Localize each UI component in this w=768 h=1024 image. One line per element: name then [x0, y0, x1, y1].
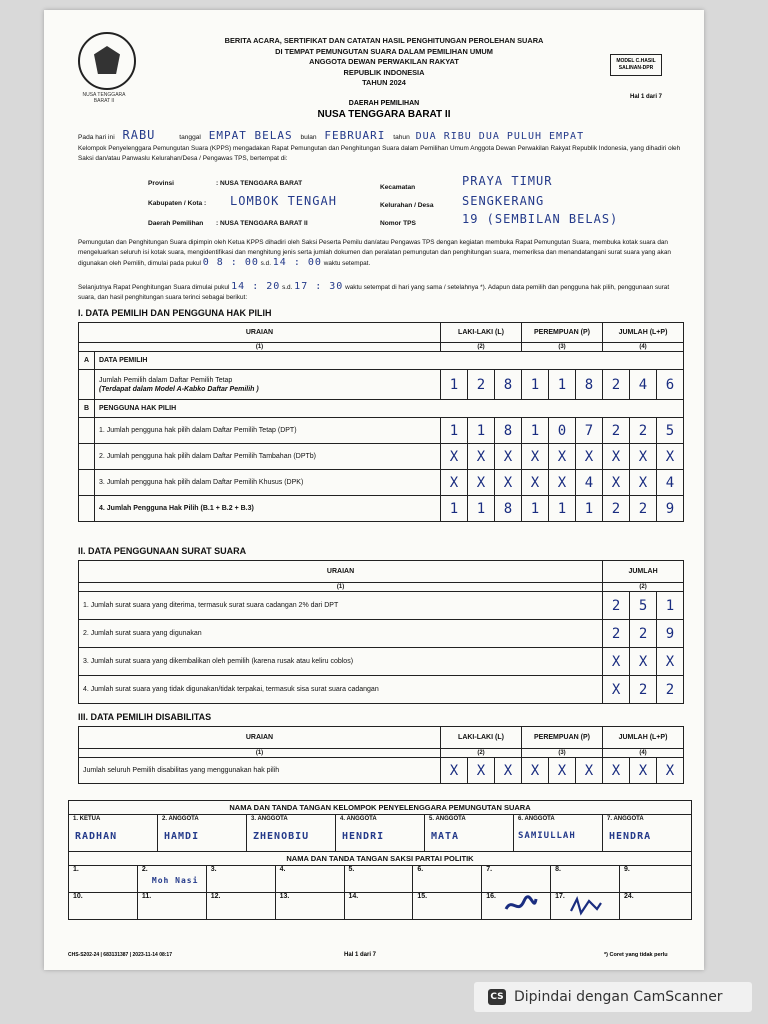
- saksi-cell: 7.: [482, 866, 551, 893]
- saksi-number: 2.: [141, 866, 148, 873]
- region-value: NUSA TENGGARA BARAT II: [317, 109, 451, 120]
- value-cell: X: [549, 758, 576, 784]
- value-cell: X: [630, 470, 657, 496]
- saksi-cell: 15.: [413, 893, 482, 920]
- value-cell: X: [441, 470, 468, 496]
- badge-line: MODEL C.HASIL: [616, 58, 656, 64]
- value-cell: X: [603, 444, 630, 470]
- value-cell: 1: [441, 496, 468, 522]
- value-cell: 8: [495, 370, 522, 400]
- value-cell: X: [603, 470, 630, 496]
- value-cell: X: [522, 470, 549, 496]
- saksi-cell: [482, 893, 551, 920]
- header-line: DI TEMPAT PEMUNGUTAN SUARA DALAM PEMILIHAN UMUM: [275, 46, 493, 56]
- spacer-cell: [79, 418, 95, 444]
- value-cell: 6: [657, 370, 684, 400]
- kpps-cell: [425, 815, 514, 851]
- saksi-cell: [551, 893, 620, 920]
- footer-page: Hal 1 dari 7: [344, 952, 377, 958]
- col-header: PEREMPUAN (P): [522, 727, 603, 749]
- spacer-cell: [79, 496, 95, 522]
- kpps-cell: [514, 815, 603, 851]
- procedure-text: [78, 238, 688, 269]
- col-header: LAKI-LAKI (L): [441, 323, 522, 343]
- value-cell: 2: [630, 496, 657, 522]
- saksi-cell: 1.: [69, 866, 138, 893]
- col-number: (2): [441, 343, 522, 352]
- col-number: (2): [441, 749, 522, 758]
- saksi-cell: 14.: [344, 893, 413, 920]
- value-cell: X: [441, 444, 468, 470]
- spacer-cell: [79, 444, 95, 470]
- document-header: [154, 36, 614, 89]
- value-cell: X: [576, 758, 603, 784]
- col-number: (1): [79, 343, 441, 352]
- row-label-line: Jumlah Pemilih dalam Daftar Pemilih Tetap: [99, 376, 233, 384]
- col-header: URAIAN: [79, 561, 603, 583]
- kpps-cell: [158, 815, 247, 851]
- value-cell: 4: [576, 470, 603, 496]
- row-label: [95, 370, 441, 400]
- col-header: URAIAN: [79, 323, 441, 343]
- value-cell: X: [657, 758, 684, 784]
- col-number: (4): [603, 749, 684, 758]
- kpps-role: 5. ANGGOTA: [429, 816, 466, 822]
- value-cell: X: [603, 676, 630, 704]
- region-label: DAERAH PEMILIHAN: [348, 100, 420, 107]
- value-cell: 1: [441, 418, 468, 444]
- value-cell: X: [630, 444, 657, 470]
- row-label: 1. Jumlah pengguna hak pilih dalam Daftar Pemilih Tetap (DPT): [95, 418, 441, 444]
- row-label: 3. Jumlah surat suara yang dikembalikan oleh pemilih (karena rusak atau keliru coblos): [79, 648, 603, 676]
- value-cell: X: [630, 758, 657, 784]
- value-cell: 2: [603, 418, 630, 444]
- kpps-cell: [69, 815, 158, 851]
- waktu-label: waktu setempat.: [323, 260, 371, 267]
- date-label: tahun: [393, 134, 410, 141]
- saksi-cell: 10.: [69, 893, 138, 920]
- value-cell: 1: [522, 370, 549, 400]
- signature-scribble-icon: [504, 895, 538, 917]
- col-header: JUMLAH (L+P): [603, 323, 684, 343]
- kabupaten-label: Kabupaten / Kota :: [148, 200, 207, 207]
- value-cell: X: [495, 758, 522, 784]
- value-cell: 1: [441, 370, 468, 400]
- section3-table: [78, 726, 684, 784]
- kpps-role: 7. ANGGOTA: [607, 816, 644, 822]
- date-label: Pada hari ini: [78, 134, 115, 141]
- kpps-name: MATA: [431, 831, 460, 842]
- spacer-cell: [79, 370, 95, 400]
- value-cell: 2: [603, 370, 630, 400]
- provinsi-label: Provinsi: [148, 180, 175, 187]
- kpps-name: ZHENOBIU: [253, 831, 310, 842]
- spacer-cell: [79, 470, 95, 496]
- row-label-line: (Terdapat dalam Model A-Kabko Daftar Pemilih ): [99, 385, 259, 393]
- kpps-name: HENDRA: [609, 831, 652, 842]
- signature-scribble-icon: [569, 895, 603, 917]
- saksi-name: Moh Nasi: [151, 876, 199, 885]
- value-cell: X: [603, 758, 630, 784]
- kpps-role: 1. KETUA: [73, 816, 101, 822]
- value-cell: X: [549, 444, 576, 470]
- saksi-cell: 9.: [620, 866, 692, 893]
- row-label: 4. Jumlah surat suara yang tidak digunakan/tidak terpakai, termasuk sisa surat suara cadangan: [79, 676, 603, 704]
- value-cell: X: [603, 648, 630, 676]
- col-number: (3): [522, 343, 603, 352]
- count-para: Selanjutnya Rapat Penghitungan Suara dimulai pukul: [78, 284, 230, 291]
- value-cell: 5: [657, 418, 684, 444]
- col-number: (1): [79, 749, 441, 758]
- header-line: BERITA ACARA, SERTIFIKAT DAN CATATAN HASIL PENGHITUNGAN PEROLEHAN SUARA: [224, 36, 544, 45]
- row-label: 2. Jumlah surat suara yang digunakan: [79, 620, 603, 648]
- value-cell: 2: [603, 496, 630, 522]
- col-header: LAKI-LAKI (L): [441, 727, 522, 749]
- value-cell: 4: [630, 370, 657, 400]
- saksi-cell: [137, 866, 206, 893]
- tps-label: Nomor TPS: [380, 220, 416, 227]
- kpps-name: HAMDI: [164, 831, 200, 842]
- month-value: FEBRUARI: [324, 129, 386, 142]
- value-cell: 2: [603, 620, 630, 648]
- col-number: (4): [603, 343, 684, 352]
- value-cell: X: [549, 470, 576, 496]
- saksi-cell: 3.: [206, 866, 275, 893]
- col-header: JUMLAH: [603, 561, 684, 583]
- value-cell: X: [495, 444, 522, 470]
- header-line: ANGGOTA DEWAN PERWAKILAN RAKYAT: [309, 57, 459, 66]
- saksi-number: 17.: [555, 893, 565, 900]
- kpps-role: 3. ANGGOTA: [251, 816, 288, 822]
- kpps-cell: [603, 815, 691, 851]
- model-badge: [610, 54, 662, 76]
- kpps-role: 4. ANGGOTA: [340, 816, 377, 822]
- value-cell: 0: [549, 418, 576, 444]
- kpps-role: 6. ANGGOTA: [518, 816, 555, 822]
- value-cell: 1: [657, 592, 684, 620]
- section2-title: II. DATA PENGGUNAAN SURAT SUARA: [78, 546, 247, 556]
- col-number: (3): [522, 749, 603, 758]
- value-cell: X: [468, 444, 495, 470]
- value-cell: X: [657, 648, 684, 676]
- saksi-number: 16.: [486, 893, 496, 900]
- camscanner-icon: CS: [488, 989, 506, 1005]
- row-label: Jumlah seluruh Pemilih disabilitas yang menggunakan hak pilih: [79, 758, 441, 784]
- kpps-name: RADHAN: [75, 831, 118, 842]
- value-cell: X: [522, 758, 549, 784]
- section2-table: [78, 560, 684, 704]
- value-cell: 4: [657, 470, 684, 496]
- value-cell: 1: [522, 418, 549, 444]
- saksi-cell: 24.: [620, 893, 692, 920]
- kelurahan-value: SENGKERANG: [462, 194, 545, 208]
- camscanner-watermark: [474, 982, 752, 1012]
- dapil-label: Daerah Pemilihan: [148, 220, 204, 227]
- provinsi-value: : NUSA TENGGARA BARAT: [216, 180, 303, 187]
- row-label: 1. Jumlah surat suara yang diterima, termasuk surat suara cadangan 2% dari DPT: [79, 592, 603, 620]
- kelurahan-label: Kelurahan / Desa: [380, 202, 434, 209]
- value-cell: 2: [468, 370, 495, 400]
- header-line: TAHUN 2024: [362, 78, 406, 87]
- count-text: [78, 282, 688, 303]
- date-line: [78, 128, 584, 142]
- value-cell: X: [657, 444, 684, 470]
- section1-title: I. DATA PEMILIH DAN PENGGUNA HAK PILIH: [78, 308, 272, 318]
- value-cell: 2: [630, 620, 657, 648]
- value-cell: X: [522, 444, 549, 470]
- value-cell: X: [441, 758, 468, 784]
- kpps-role: 2. ANGGOTA: [162, 816, 199, 822]
- row-label: 3. Jumlah pengguna hak pilih dalam Daftar Pemilih Khusus (DPK): [95, 470, 441, 496]
- value-cell: 5: [630, 592, 657, 620]
- value-cell: 8: [495, 496, 522, 522]
- section-a-title: DATA PEMILIH: [95, 352, 684, 370]
- row-label: 4. Jumlah Pengguna Hak Pilih (B.1 + B.2 + B.3): [95, 496, 441, 522]
- section-b-label: B: [79, 400, 95, 418]
- section-a-label: A: [79, 352, 95, 370]
- value-cell: 9: [657, 620, 684, 648]
- value-cell: 1: [468, 418, 495, 444]
- signature-table: [68, 800, 692, 920]
- value-cell: 1: [576, 496, 603, 522]
- col-number: (2): [603, 583, 684, 592]
- value-cell: X: [630, 648, 657, 676]
- kpps-cell: [336, 815, 425, 851]
- section3-title: III. DATA PEMILIH DISABILITAS: [78, 712, 212, 722]
- saksi-cell: 6.: [413, 866, 482, 893]
- value-cell: 1: [549, 496, 576, 522]
- date-label: bulan: [300, 134, 317, 141]
- col-number: (1): [79, 583, 603, 592]
- kecamatan-label: Kecamatan: [380, 184, 416, 191]
- start-time: 0 8 : 00: [202, 257, 259, 268]
- form-page: [44, 10, 704, 970]
- kpps-cell: [247, 815, 336, 851]
- logo-caption: NUSA TENGGARA BARAT II: [82, 92, 126, 104]
- sd-label: s.d.: [260, 260, 271, 267]
- procedure-para: Pemungutan dan Penghitungan Suara dipimpin oleh Ketua KPPS dihadiri oleh Saksi Peserta Pemilu dan/atau Pengawas TPS dengan kegiatan membuka Rapat Pemungutan Suara, membuka kotak suara dan mengeluarkan seluruh isi kotak suara, mengidentifikasi dan menghitung jenis serta jumlah dokumen dan peralatan pemungutan dan penghitungan suara, memeriksa dan menandatangani surat suara yang akan digunakan oleh Pemilih, dimulai pada pukul: [78, 239, 671, 267]
- dapil-value: : NUSA TENGGARA BARAT II: [216, 220, 308, 227]
- header-line: REPUBLIK INDONESIA: [343, 67, 425, 77]
- value-cell: 7: [576, 418, 603, 444]
- section-b-title: PENGGUNA HAK PILIH: [95, 400, 684, 418]
- value-cell: 2: [630, 418, 657, 444]
- kpu-logo: [78, 32, 136, 90]
- end-time: 14 : 00: [272, 257, 322, 268]
- value-cell: 1: [522, 496, 549, 522]
- year-value: DUA RIBU DUA PULUH EMPAT: [415, 131, 585, 142]
- value-cell: 8: [576, 370, 603, 400]
- col-header: JUMLAH (L+P): [603, 727, 684, 749]
- kpps-name: HENDRI: [342, 831, 385, 842]
- saksi-cell: 11.: [137, 893, 206, 920]
- kecamatan-value: PRAYA TIMUR: [462, 174, 553, 188]
- value-cell: 2: [657, 676, 684, 704]
- saksi-cell: 5.: [344, 866, 413, 893]
- value-cell: 2: [603, 592, 630, 620]
- saksi-cell: 4.: [275, 866, 344, 893]
- kpps-name: SAMIULLAH: [518, 831, 576, 841]
- footer-note: *) Coret yang tidak perlu: [604, 952, 668, 958]
- count-start: 14 : 20: [231, 281, 281, 292]
- value-cell: 8: [495, 418, 522, 444]
- value-cell: X: [468, 758, 495, 784]
- section1-table: [78, 322, 684, 522]
- col-header: PEREMPUAN (P): [522, 323, 603, 343]
- footer-code: CHS-S202-24 | 683131387 | 2023-11-14 08:17: [68, 952, 172, 958]
- page-indicator: Hal 1 dari 7: [630, 94, 663, 100]
- tps-value: 19 (SEMBILAN BELAS): [462, 212, 619, 226]
- kabupaten-value: LOMBOK TENGAH: [230, 194, 337, 208]
- intro-text: Kelompok Penyelenggara Pemungutan Suara (KPPS) mengadakan Rapat Pemungutan dan Penghitungan Suara dalam Pemilihan Umum Anggota Dewan Perwakilan Rakyat Republik Indonesia, yang dihadiri oleh Saksi dan/atau Panwaslu Kelurahan/Desa / Pengawas TPS, bertempat di:: [78, 145, 681, 162]
- badge-line: SALINAN-DPR: [618, 65, 654, 71]
- value-cell: X: [495, 470, 522, 496]
- value-cell: X: [576, 444, 603, 470]
- camscanner-text: Dipindai dengan CamScanner: [514, 989, 723, 1005]
- value-cell: X: [468, 470, 495, 496]
- row-label: 2. Jumlah pengguna hak pilih dalam Daftar Pemilih Tambahan (DPTb): [95, 444, 441, 470]
- sd-label: s.d.: [282, 284, 293, 291]
- value-cell: 1: [549, 370, 576, 400]
- col-header: URAIAN: [79, 727, 441, 749]
- value-cell: 9: [657, 496, 684, 522]
- saksi-cell: 8.: [551, 866, 620, 893]
- kpps-signature-title: NAMA DAN TANDA TANGAN KELOMPOK PENYELENGGARA PEMUNGUTAN SUARA: [69, 801, 692, 815]
- value-cell: 2: [630, 676, 657, 704]
- kpps-signature-row: [69, 815, 692, 852]
- count-end: 17 : 30: [294, 281, 344, 292]
- saksi-cell: 13.: [275, 893, 344, 920]
- saksi-signature-title: NAMA DAN TANDA TANGAN SAKSI PARTAI POLITIK: [69, 852, 692, 866]
- date-value: EMPAT BELAS: [208, 129, 293, 142]
- date-label: tanggal: [179, 134, 201, 141]
- count-para: waktu setempat di hari yang sama / setelahnya *). Adapun data pemilih dan pengguna hak pilih, penggunaan surat suara, dan hasil penghitungan suara terinci sebagai berikut:: [78, 284, 670, 301]
- value-cell: 1: [468, 496, 495, 522]
- day-value: RABU: [122, 128, 156, 142]
- saksi-cell: 12.: [206, 893, 275, 920]
